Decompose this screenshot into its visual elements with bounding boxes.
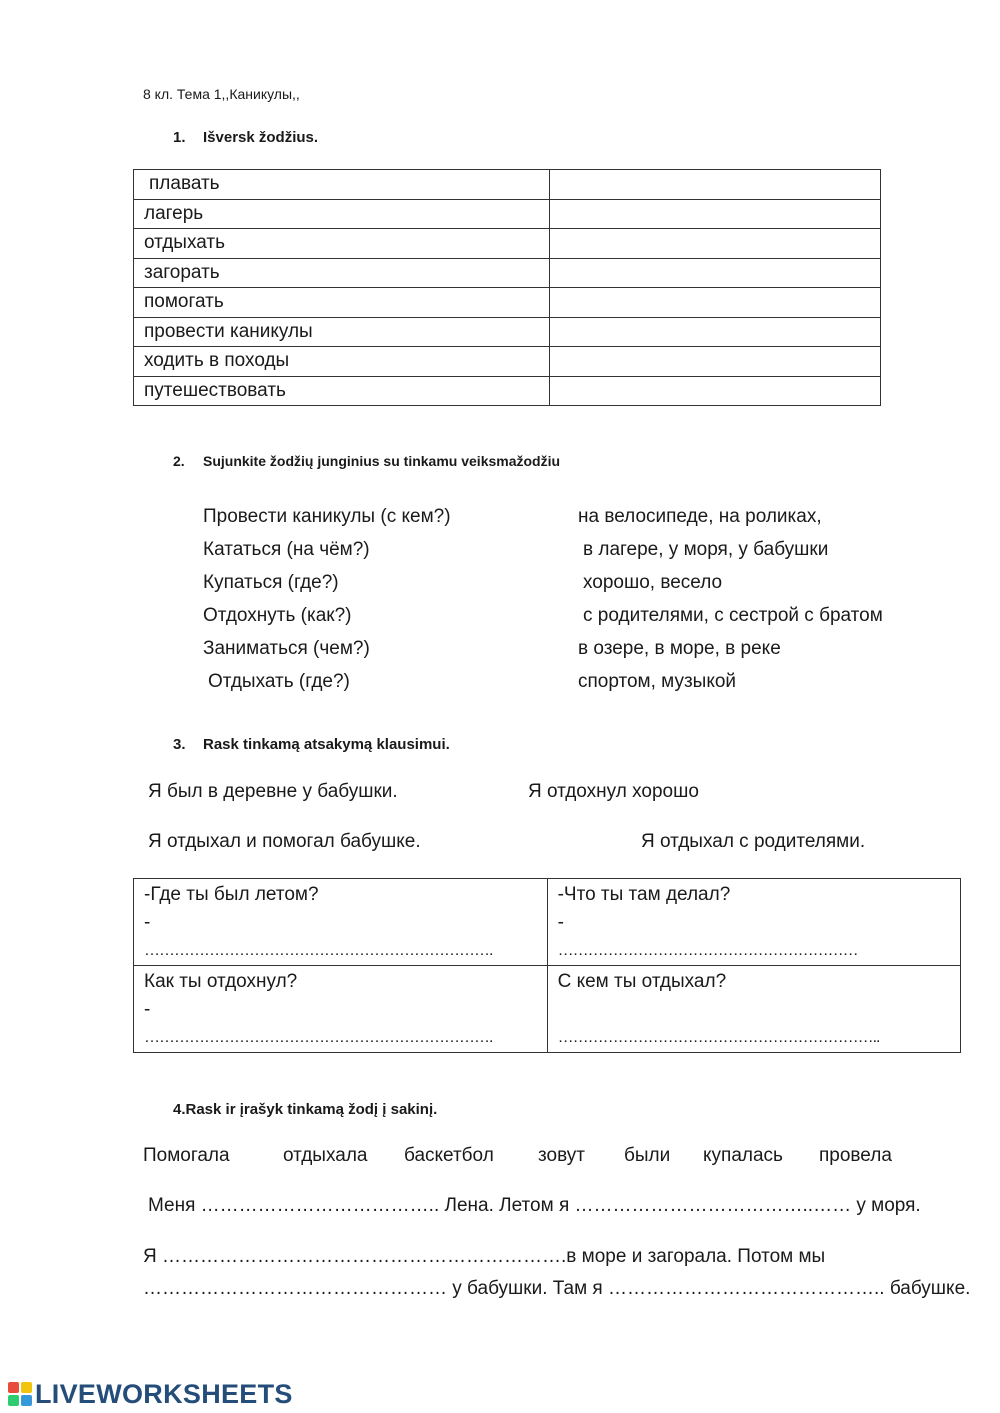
translation-input[interactable] [549, 258, 880, 288]
match-right-item: на велосипеде, на роликах, [578, 506, 822, 527]
fill-in-sentence[interactable]: Меня ……………………………….. Лена. Летом я ………………………………..…… у моря. [148, 1195, 921, 1216]
match-right-item: в лагере, у моря, у бабушки [583, 539, 829, 560]
task4-heading: 4.Rask ir įrašyk tinkamą žodį į sakinį. [173, 1101, 438, 1118]
answer-blank[interactable]: ……………………………………………………………. [144, 942, 493, 959]
task3-title: Rask tinkamą atsakymą klausimui. [203, 736, 450, 753]
task3-heading [173, 736, 450, 753]
translation-row [134, 347, 881, 377]
liveworksheets-logo[interactable] [8, 1377, 293, 1411]
answer-dash: - [144, 999, 151, 1020]
translation-row [134, 170, 881, 200]
translation-row [134, 376, 881, 406]
question-text: -Где ты был летом? [144, 884, 319, 905]
question-text: Как ты отдохнул? [144, 971, 298, 992]
translation-table [133, 169, 881, 406]
word-bank-item: зовут [538, 1145, 585, 1166]
task1-number: 1. [173, 129, 186, 146]
translation-input[interactable] [549, 347, 880, 377]
russian-word: отдыхать [134, 229, 550, 259]
match-right-item: спортом, музыкой [578, 671, 737, 692]
answer-blank[interactable]: ……………………………………………………………. [144, 1029, 493, 1046]
word-bank-item: баскетбол [404, 1145, 494, 1166]
word-bank-item: провела [819, 1145, 892, 1166]
match-right-item: с родителями, с сестрой с братом [583, 605, 883, 626]
russian-word: путешествовать [134, 376, 550, 406]
translation-input[interactable] [549, 170, 880, 200]
logo-blocks-icon [8, 1382, 32, 1406]
task2-title: Sujunkite žodžių junginius su tinkamu veiksmažodžiu [203, 453, 561, 469]
answer-option: Я был в деревне у бабушки. [148, 781, 398, 802]
russian-word: ходить в походы [134, 347, 550, 377]
russian-word: лагерь [134, 199, 550, 229]
russian-word: помогать [134, 288, 550, 318]
russian-word: загорать [134, 258, 550, 288]
match-right-item: хорошо, весело [583, 572, 723, 593]
word-bank-item: были [624, 1145, 671, 1166]
answer-dash [558, 996, 960, 1024]
word-bank-item: отдыхала [283, 1145, 368, 1166]
answer-option: Я отдыхал и помогал бабушке. [148, 831, 421, 852]
logo-text: LIVEWORKSHEETS [35, 1379, 293, 1409]
match-left-item: Отдохнуть (как?) [203, 605, 352, 626]
match-left-item: Купаться (где?) [203, 572, 339, 593]
match-left-item: Заниматься (чем?) [203, 638, 370, 659]
translation-row [134, 229, 881, 259]
page-header: 8 кл. Тема 1,,Каникулы,, [143, 86, 300, 102]
task2-number: 2. [173, 453, 185, 469]
answer-option: Я отдыхал с родителями. [641, 831, 866, 852]
task1-title: Išversk žodžius. [203, 129, 319, 146]
match-left-item: Провести каникулы (с кем?) [203, 506, 451, 527]
translation-row [134, 258, 881, 288]
word-bank-item: Помогала [143, 1145, 230, 1166]
translation-row [134, 199, 881, 229]
qa-cell [134, 966, 548, 1053]
translation-row [134, 288, 881, 318]
translation-input[interactable] [549, 376, 880, 406]
answer-dash: - [144, 912, 151, 933]
russian-word: провести каникулы [134, 317, 550, 347]
translation-row [134, 317, 881, 347]
translation-input[interactable] [549, 229, 880, 259]
translation-input[interactable] [549, 317, 880, 347]
word-bank-item: купалась [703, 1145, 783, 1166]
question-answer-table [133, 878, 961, 1053]
qa-cell [134, 879, 548, 966]
task1-heading [173, 129, 318, 146]
answer-blank[interactable]: …………………………………………………… [557, 942, 858, 959]
qa-cell [547, 966, 960, 1053]
task3-number: 3. [173, 736, 186, 753]
fill-in-sentence[interactable]: ………………………………………… у бабушки. Там я …………………………………….. бабушке. [143, 1278, 971, 1299]
translation-input[interactable] [549, 288, 880, 318]
task2-heading [173, 453, 560, 469]
answer-blank[interactable]: ……………………………………………………….. [557, 1029, 880, 1046]
russian-word: плавать [134, 170, 550, 200]
question-text: С кем ты отдыхал? [557, 971, 727, 992]
translation-input[interactable] [549, 199, 880, 229]
answer-option: Я отдохнул хорошо [528, 781, 699, 802]
question-text: -Что ты там делал? [557, 884, 731, 905]
match-right-item: в озере, в море, в реке [578, 638, 781, 659]
qa-cell [547, 879, 960, 966]
match-left-item: Отдыхать (где?) [208, 671, 350, 692]
answer-dash: - [557, 912, 564, 933]
fill-in-sentence[interactable]: Я ……………………………………………………….в море и загорала. Потом мы [143, 1246, 826, 1267]
match-left-item: Кататься (на чём?) [203, 539, 370, 560]
